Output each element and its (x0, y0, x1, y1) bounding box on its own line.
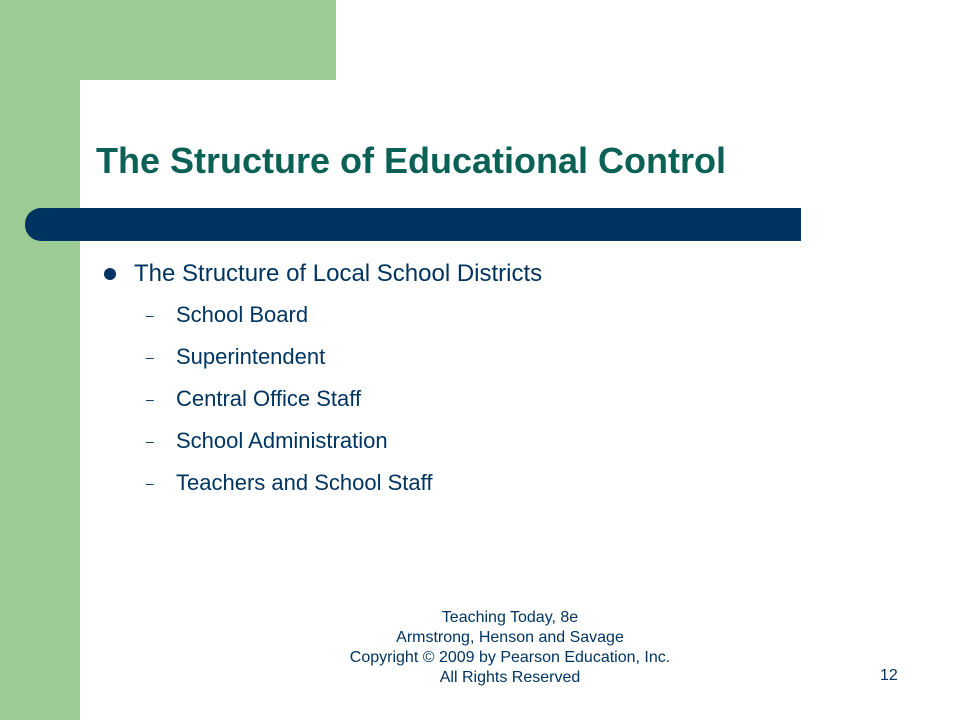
footer-line: Copyright © 2009 by Pearson Education, Inc. (349, 649, 671, 666)
sub-bullet-item (104, 294, 824, 336)
dash-icon: – (146, 307, 154, 323)
dash-icon: – (146, 391, 154, 407)
bullet-text: The Structure of Local School Districts (134, 260, 543, 287)
title-underline-bar (25, 208, 801, 241)
sub-bullet-item (104, 336, 824, 378)
slide-footer (300, 608, 720, 688)
sub-bullet-item (104, 420, 824, 462)
green-frame-left (0, 0, 80, 720)
bullet-content (104, 254, 824, 504)
sub-bullet-text: School Board (176, 302, 309, 327)
footer-line: Teaching Today, 8e (441, 609, 579, 626)
sub-bullet-list (104, 294, 824, 504)
page-number: 12 (880, 667, 898, 684)
sub-bullet-text: Teachers and School Staff (176, 470, 433, 495)
dash-icon: – (146, 433, 154, 449)
sub-bullet-text: Central Office Staff (176, 386, 362, 411)
dash-icon: – (146, 349, 154, 365)
green-frame-top (0, 0, 336, 80)
bullet-dot-icon (104, 268, 116, 280)
slide-title: The Structure of Educational Control (96, 140, 727, 181)
sub-bullet-item (104, 462, 824, 504)
dash-icon: – (146, 475, 154, 491)
sub-bullet-item (104, 378, 824, 420)
footer-line: Armstrong, Henson and Savage (396, 629, 624, 646)
sub-bullet-text: School Administration (176, 428, 388, 453)
bullet-item (104, 254, 824, 294)
footer-line: All Rights Reserved (439, 669, 581, 686)
sub-bullet-text: Superintendent (176, 344, 326, 369)
